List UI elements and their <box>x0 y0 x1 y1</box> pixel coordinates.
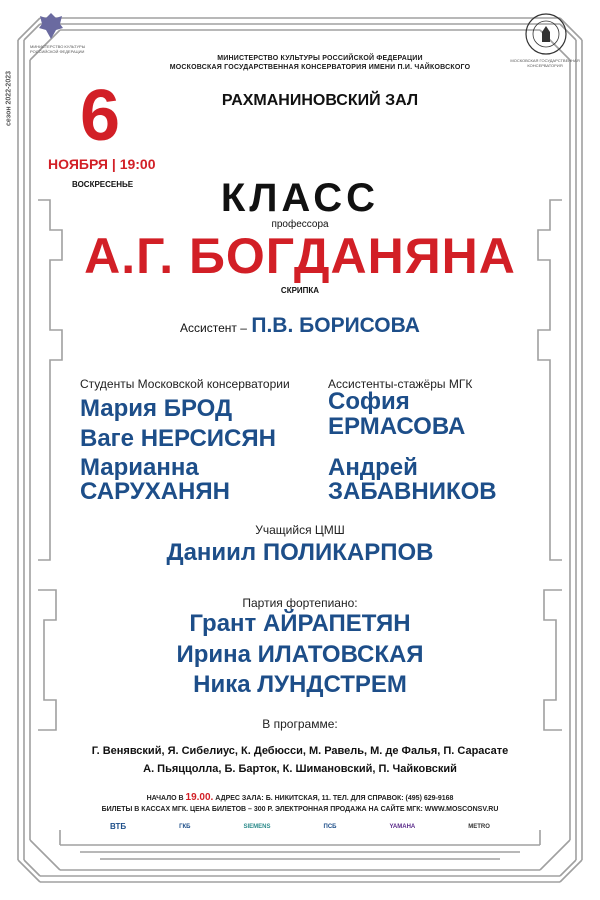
address: АДРЕС ЗАЛА: Б. НИКИТСКАЯ, 11. ТЕЛ. ДЛЯ СПРАВОК: (495) 629-9168 <box>215 795 454 802</box>
start-label: НАЧАЛО В <box>146 795 184 802</box>
trainees-label: Ассистенты-стажёры МГК <box>328 377 473 391</box>
sponsor-logo: METRO <box>468 823 490 830</box>
piano-label: Партия фортепиано: <box>242 596 358 610</box>
program-line-2: А. Пьяццолла, Б. Барток, К. Шимановский, П. Чайковский <box>143 763 457 775</box>
conservatory-logo-text: МОСКОВСКАЯ ГОСУДАРСТВЕННАЯ КОНСЕРВАТОРИЯ <box>510 58 580 68</box>
trainee-name: Андрей <box>328 454 418 481</box>
students-label: Студенты Московской консерватории <box>80 377 290 391</box>
trainee-name: ЗАБАВНИКОВ <box>328 478 497 505</box>
assistant-name: П.В. БОРИСОВА <box>251 314 420 337</box>
assistant-line <box>0 314 600 338</box>
professor-name: А.Г. БОГДАНЯНА <box>84 228 516 284</box>
pianist-name: Ника ЛУНДСТРЕМ <box>193 671 407 698</box>
sponsor-strip <box>110 822 490 831</box>
student-name: Марианна <box>80 454 199 481</box>
ministry-line: МИНИСТЕРСТВО КУЛЬТУРЫ РОССИЙСКОЙ ФЕДЕРАЦИИ <box>217 55 423 62</box>
conservatory-line: МОСКОВСКАЯ ГОСУДАРСТВЕННАЯ КОНСЕРВАТОРИЯ ИМЕНИ П.И. ЧАЙКОВСКОГО <box>169 64 471 71</box>
program-label: В программе: <box>262 717 338 731</box>
month-time: НОЯБРЯ | 19:00 <box>48 156 156 172</box>
class-title: КЛАСС <box>220 176 380 220</box>
trainee-name: ЕРМАСОВА <box>328 413 466 440</box>
sponsor-logo: YAMAHA <box>389 823 416 830</box>
sponsor-logo: ВТБ <box>110 822 127 831</box>
school-student-name: Даниил ПОЛИКАРПОВ <box>166 539 434 566</box>
eagle-icon <box>36 10 66 42</box>
ministry-emblem <box>36 10 66 42</box>
professor-word: профессора <box>271 219 329 230</box>
ministry-logo-text: МИНИСТЕРСТВО КУЛЬТУРЫ РОССИЙСКОЙ ФЕДЕРАЦИИ <box>30 44 86 54</box>
sponsor-logo: ГКБ <box>179 823 191 830</box>
concert-day: 6 <box>80 76 121 156</box>
student-name: САРУХАНЯН <box>80 478 230 505</box>
sponsor-logo: SIEMENS <box>243 823 271 830</box>
assistant-label: Ассистент – <box>180 321 247 335</box>
sponsor-logo: ПСБ <box>323 823 337 830</box>
school-label: Учащийся ЦМШ <box>255 523 345 537</box>
student-name: Мария БРОД <box>80 395 233 422</box>
instrument: СКРИПКА <box>280 286 320 295</box>
weekday: ВОСКРЕСЕНЬЕ <box>72 180 134 189</box>
conservatory-logo <box>524 12 568 56</box>
pianist-name: Ирина ИЛАТОВСКАЯ <box>176 641 424 668</box>
student-name: Ваге НЕРСИСЯН <box>80 425 276 452</box>
program-line-1: Г. Венявский, Я. Сибелиус, К. Дебюсси, М. Равель, М. де Фалья, П. Сарасате <box>91 745 509 757</box>
season-label: сезон 2022-2023 <box>5 71 13 127</box>
pianist-name: Грант АЙРАПЕТЯН <box>189 610 411 637</box>
ticket-info: БИЛЕТЫ В КАССАХ МГК. ЦЕНА БИЛЕТОВ – 300 Р. ЭЛЕКТРОННАЯ ПРОДАЖА НА САЙТЕ МГК: WWW.MOSCONSV.RU <box>101 806 499 813</box>
trainee-name: София <box>328 388 410 415</box>
start-info <box>0 792 600 803</box>
hall-name: РАХМАНИНОВСКИЙ ЗАЛ <box>221 92 419 109</box>
start-time: 19.00. <box>185 792 214 803</box>
